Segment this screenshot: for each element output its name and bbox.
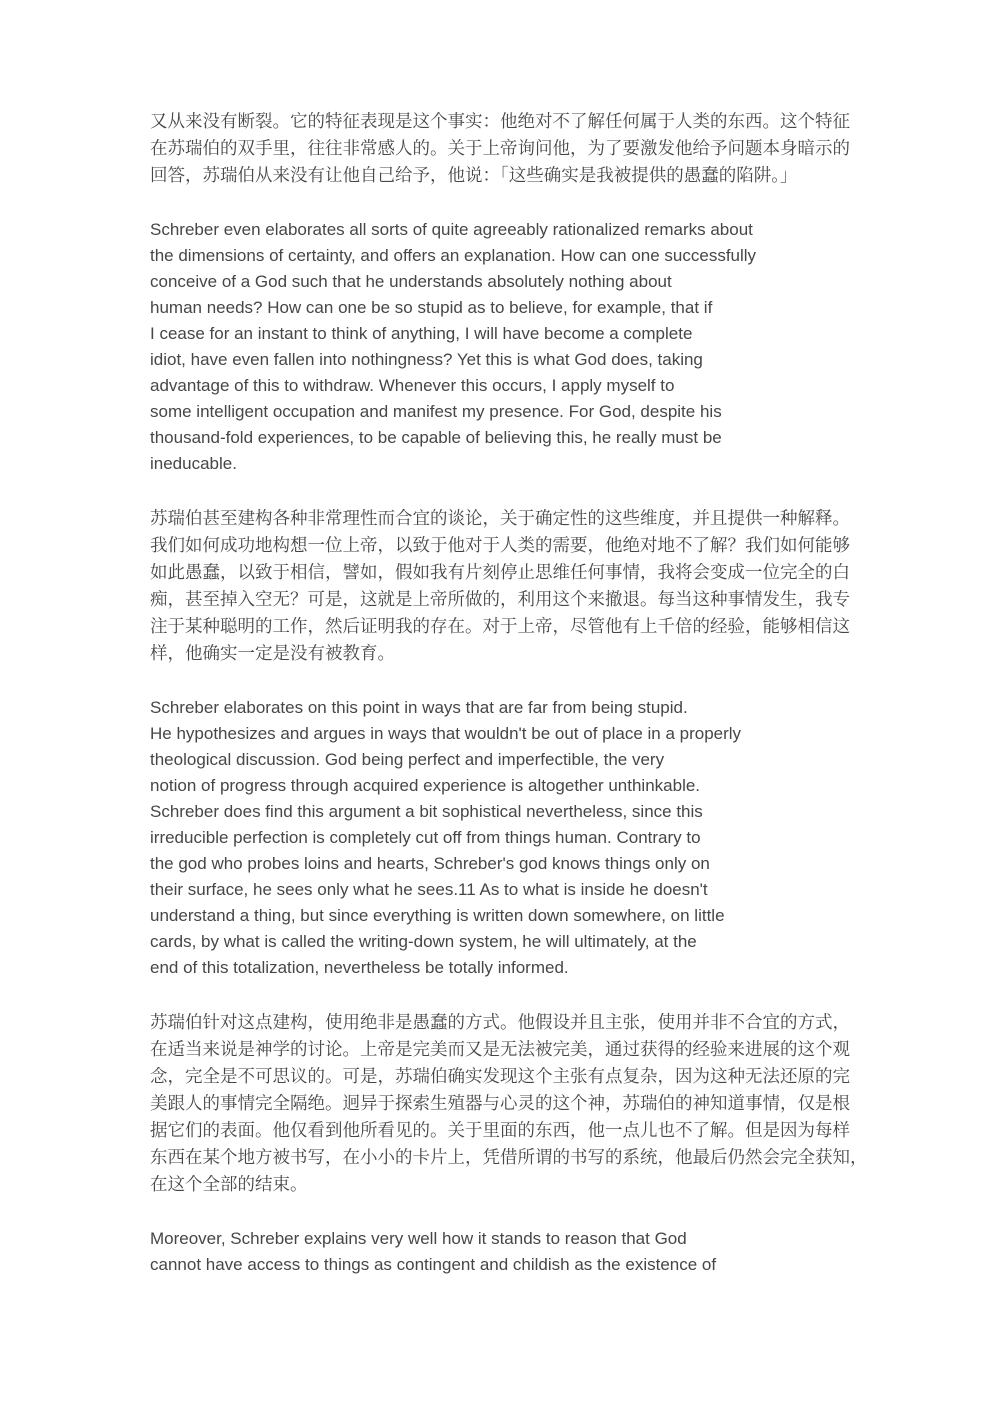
text-line: Schreber even elaborates all sorts of quite agreeably rationalized remarks about (150, 220, 753, 239)
text-line: 在这个全部的结束。 (150, 1174, 308, 1194)
text-line: some intelligent occupation and manifest my presence. For God, despite his (150, 402, 722, 421)
text-line: 在苏瑞伯的双手里，往往非常感人的。关于上帝询问他，为了要激发他给予问题本身暗示的 (150, 138, 850, 158)
text-line: Schreber elaborates on this point in ways that are far from being stupid. (150, 698, 688, 717)
paragraph-zh-3 (150, 505, 862, 667)
text-line: idiot, have even fallen into nothingness? Yet this is what God does, taking (150, 350, 703, 369)
text-line: irreducible perfection is completely cut off from things human. Contrary to (150, 828, 701, 847)
document-body (150, 108, 868, 1278)
text-line: 回答，苏瑞伯从来没有让他自己给予，他说：「这些确实是我被提供的愚蠢的陷阱。」 (150, 165, 798, 185)
text-line: He hypothesizes and argues in ways that wouldn't be out of place in a properly (150, 724, 742, 743)
text-line: the dimensions of certainty, and offers an explanation. How can one successfully (150, 246, 757, 265)
text-line: 苏瑞伯针对这点建构，使用绝非是愚蠢的方式。他假设并且主张，使用并非不合宜的方式， (150, 1012, 850, 1032)
text-line: cards, by what is called the writing-down system, he will ultimately, at the (150, 932, 697, 951)
text-line: their surface, he sees only what he sees.11 As to what is inside he doesn't (150, 880, 708, 899)
text-line: advantage of this to withdraw. Whenever this occurs, I apply myself to (150, 376, 675, 395)
text-line: 美跟人的事情完全隔绝。迥异于探索生殖器与心灵的这个神，苏瑞伯的神知道事情，仅是根 (150, 1093, 850, 1113)
paragraph-en-6 (150, 1226, 862, 1278)
text-line: Schreber does find this argument a bit sophistical nevertheless, since this (150, 802, 703, 821)
text-line: 苏瑞伯甚至建构各种非常理性而合宜的谈论，关于确定性的这些维度，并且提供一种解释。 (150, 508, 850, 528)
text-line: theological discussion. God being perfect and imperfectible, the very (150, 750, 665, 769)
text-line: 念，完全是不可思议的。可是，苏瑞伯确实发现这个主张有点复杂，因为这种无法还原的完 (150, 1066, 850, 1086)
text-line: 我们如何成功地构想一位上帝，以致于他对于人类的需要，他绝对地不了解？我们如何能够 (150, 535, 850, 555)
text-line: 据它们的表面。他仅看到他所看见的。关于里面的东西，他一点儿也不了解。但是因为每样 (150, 1120, 850, 1140)
paragraph-zh-1 (150, 108, 862, 189)
text-line: understand a thing, but since everything is written down somewhere, on little (150, 906, 725, 925)
text-line: conceive of a God such that he understands absolutely nothing about (150, 272, 672, 291)
text-line: notion of progress through acquired experience is altogether unthinkable. (150, 776, 701, 795)
text-line: 痴，甚至掉入空无？可是，这就是上帝所做的，利用这个来撤退。每当这种事情发生，我专 (150, 589, 850, 609)
paragraph-en-2 (150, 217, 862, 477)
paragraph-en-4 (150, 695, 862, 981)
text-line: I cease for an instant to think of anything, I will have become a complete (150, 324, 693, 343)
paragraph-zh-5 (150, 1009, 868, 1198)
text-line: end of this totalization, nevertheless be totally informed. (150, 958, 569, 977)
text-line: cannot have access to things as contingent and childish as the existence of (150, 1255, 717, 1274)
text-line: 又从来没有断裂。它的特征表现是这个事实：他绝对不了解任何属于人类的东西。这个特征 (150, 111, 850, 131)
text-line: 在适当来说是神学的讨论。上帝是完美而又是无法被完美，通过获得的经验来进展的这个观 (150, 1039, 850, 1059)
text-line: 样，他确实一定是没有被教育。 (150, 643, 395, 663)
text-line: ineducable. (150, 454, 237, 473)
text-line: 如此愚蠢，以致于相信，譬如，假如我有片刻停止思维任何事情，我将会变成一位完全的白 (150, 562, 850, 582)
text-line: 注于某种聪明的工作，然后证明我的存在。对于上帝，尽管他有上千倍的经验，能够相信这 (150, 616, 850, 636)
text-line: Moreover, Schreber explains very well how it stands to reason that God (150, 1229, 687, 1248)
text-line: thousand-fold experiences, to be capable of believing this, he really must be (150, 428, 722, 447)
text-line: the god who probes loins and hearts, Schreber's god knows things only on (150, 854, 710, 873)
text-line: 东西在某个地方被书写，在小小的卡片上，凭借所谓的书写的系统，他最后仍然会完全获知， (150, 1147, 868, 1167)
text-line: human needs? How can one be so stupid as to believe, for example, that if (150, 298, 713, 317)
